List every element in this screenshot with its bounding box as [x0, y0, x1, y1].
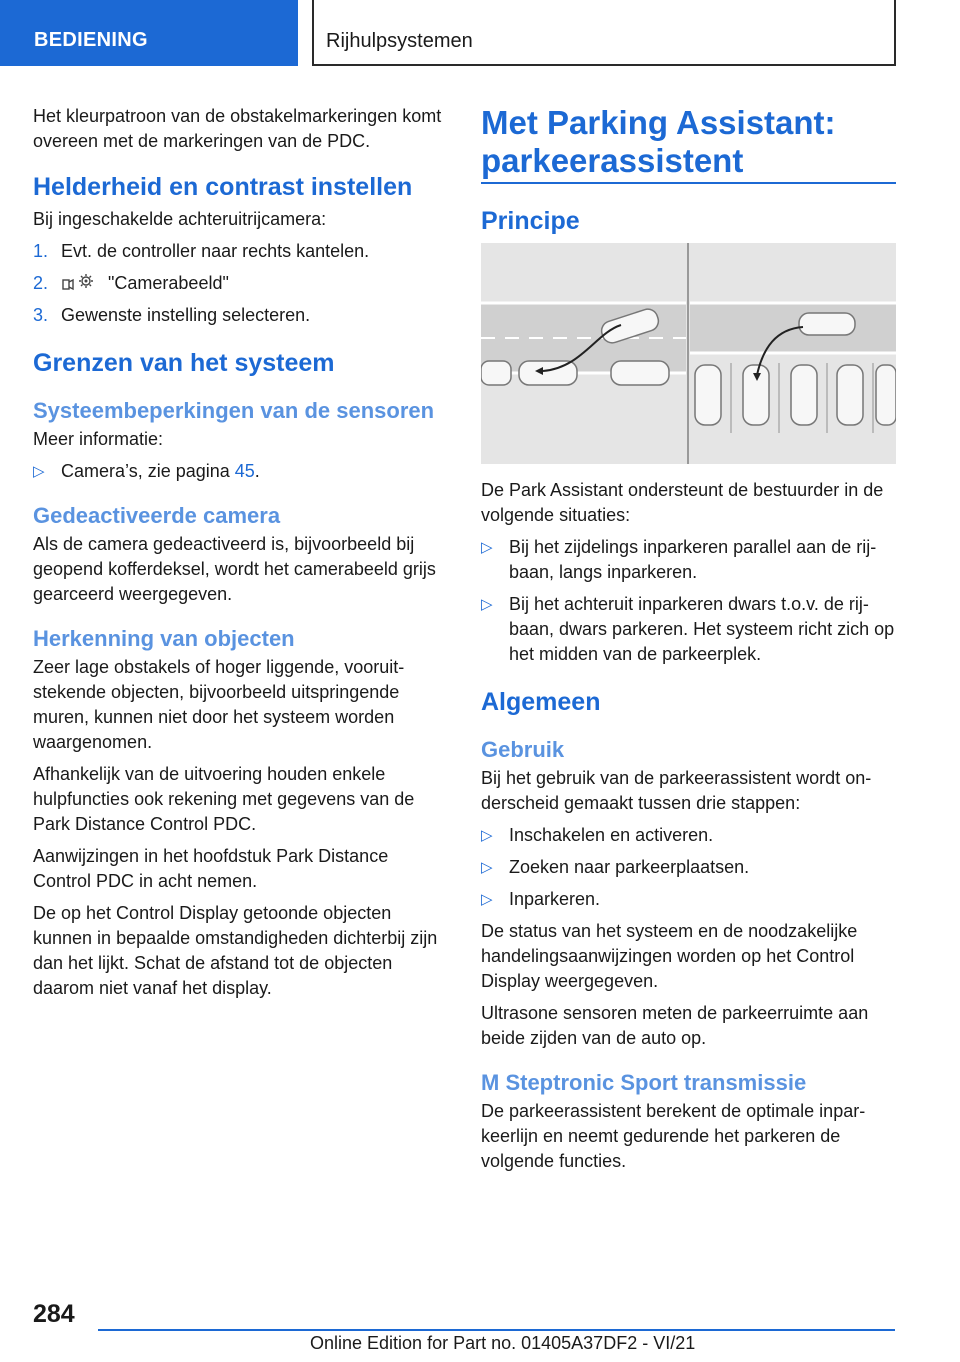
heading-camera: Gedeactiveerde camera — [33, 503, 281, 528]
edition-text: Online Edition for Part no. 01405A37DF2 - VI/21 — [310, 1333, 696, 1353]
footer-rule — [98, 1329, 895, 1331]
heading-brightness: Helderheid en contrast instellen — [33, 173, 413, 201]
heading-principle: Principe — [481, 207, 580, 235]
heading-limits: Grenzen van het systeem — [33, 349, 335, 377]
principle-list — [481, 535, 896, 667]
intro-paragraph: Het kleurpatroon van de obstakelmarkeringen komt overeen met de markeringen van de PDC. — [33, 106, 442, 151]
use-paragraph: Bij het gebruik van de parkeerassistent wordt onderscheid gemaakt tussen drie stappen: — [481, 768, 872, 813]
step-item — [33, 271, 449, 296]
right-column — [481, 104, 896, 1181]
heading-objects: Herkenning van objecten — [33, 626, 295, 651]
brightness-lead: Bij ingeschakelde achteruitrijcamera: — [33, 209, 327, 229]
step-text: Gewenste instelling selecteren. — [61, 305, 311, 325]
step-text: "Camerabeeld" — [108, 273, 229, 293]
step-item — [33, 303, 449, 328]
triangle-right-icon: ▷ — [481, 891, 493, 908]
heading-parking-assistant: Met Parking Assistant: parkeerassistent — [481, 104, 896, 184]
left-column — [33, 104, 449, 1008]
sensors-list — [33, 459, 449, 484]
bullet-text: Zoeken naar parkeerplaatsen. — [509, 857, 750, 877]
list-item — [481, 535, 896, 585]
section-tab: BEDIENING — [0, 0, 298, 66]
page-header — [0, 0, 960, 66]
list-item — [481, 855, 896, 880]
triangle-right-icon: ▷ — [481, 827, 493, 844]
brightness-steps — [33, 239, 449, 328]
heading-sensors: Systeembeperkingen van de sensoren — [33, 398, 435, 423]
list-item — [481, 592, 896, 667]
step-number: 2. — [33, 273, 49, 293]
triangle-right-icon: ▷ — [481, 859, 493, 876]
list-item — [33, 459, 449, 484]
use-paragraph: De status van het systeem en de noodzakelijke handelingsaanwijzingen worden op het Control Display weergegeven. — [481, 921, 858, 991]
use-list — [481, 823, 896, 912]
principle-paragraph: De Park Assistant ondersteunt de bestuurder in de volgende situaties: — [481, 480, 884, 525]
triangle-right-icon: ▷ — [481, 596, 493, 613]
chapter-title: Rijhulpsystemen — [326, 30, 473, 52]
steptronic-paragraph: De parkeerassistent berekent de optimale inparkeerlijn en neemt gedurende het parkeren de volgende functies. — [481, 1101, 866, 1171]
step-number: 1. — [33, 241, 49, 261]
step-item — [33, 239, 449, 264]
bullet-text: Inparkeren. — [509, 889, 601, 909]
page-link[interactable]: 45 — [234, 461, 255, 481]
triangle-right-icon: ▷ — [481, 539, 493, 556]
use-paragraph: Ultrasone sensoren meten de parkeerruimte aan beide zijden van de auto op. — [481, 1003, 869, 1048]
bullet-text: Bij het zijdelings inparkeren parallel aan de rijbaan, langs inparkeren. — [509, 537, 877, 582]
page-number: 284 — [33, 1300, 75, 1328]
camera-paragraph: Als de camera gedeactiveerd is, bijvoorbeeld bij geopend kofferdeksel, wordt het camerabeeld grijs gearceerd weergegeven. — [33, 534, 436, 604]
bullet-end: . — [254, 461, 260, 481]
sensors-lead: Meer informatie: — [33, 429, 164, 449]
objects-paragraph: Aanwijzingen in het hoofdstuk Park Distance Control PDC in acht nemen. — [33, 846, 389, 891]
heading-use: Gebruik — [481, 737, 565, 762]
list-item — [481, 823, 896, 848]
bullet-text: Inschakelen en activeren. — [509, 825, 714, 845]
triangle-right-icon: ▷ — [33, 463, 45, 480]
objects-paragraph: Afhankelijk van de uitvoering houden enkele hulpfuncties ook rekening met gegevens van de Park Distance Control PDC. — [33, 764, 415, 834]
bullet-text: Bij het achteruit inparkeren dwars t.o.v. de rijbaan, dwars parkeren. Het systeem richt zich op het midden van de parkeerplek. — [509, 594, 895, 664]
heading-general: Algemeen — [481, 688, 601, 716]
parking-illustration — [481, 243, 896, 464]
step-text: Evt. de controller naar rechts kantelen. — [61, 241, 370, 261]
bullet-text: Camera’s, zie pagina — [61, 461, 235, 481]
heading-steptronic: M Steptronic Sport transmissie — [481, 1070, 807, 1095]
objects-paragraph: Zeer lage obstakels of hoger liggende, vooruitstekende objecten, bijvoorbeeld uitspringende muren, kunnen niet door het systeem worden waargenomen. — [33, 657, 405, 752]
list-item — [481, 887, 896, 912]
objects-paragraph: De op het Control Display getoonde objecten kunnen in bepaalde omstandigheden dichterbij zijn dan het lijkt. Schat de afstand tot de objecten daarom niet vanaf het display. — [33, 903, 438, 998]
chapter-box — [312, 0, 896, 66]
step-number: 3. — [33, 305, 49, 325]
camera-settings-icon — [61, 272, 97, 292]
